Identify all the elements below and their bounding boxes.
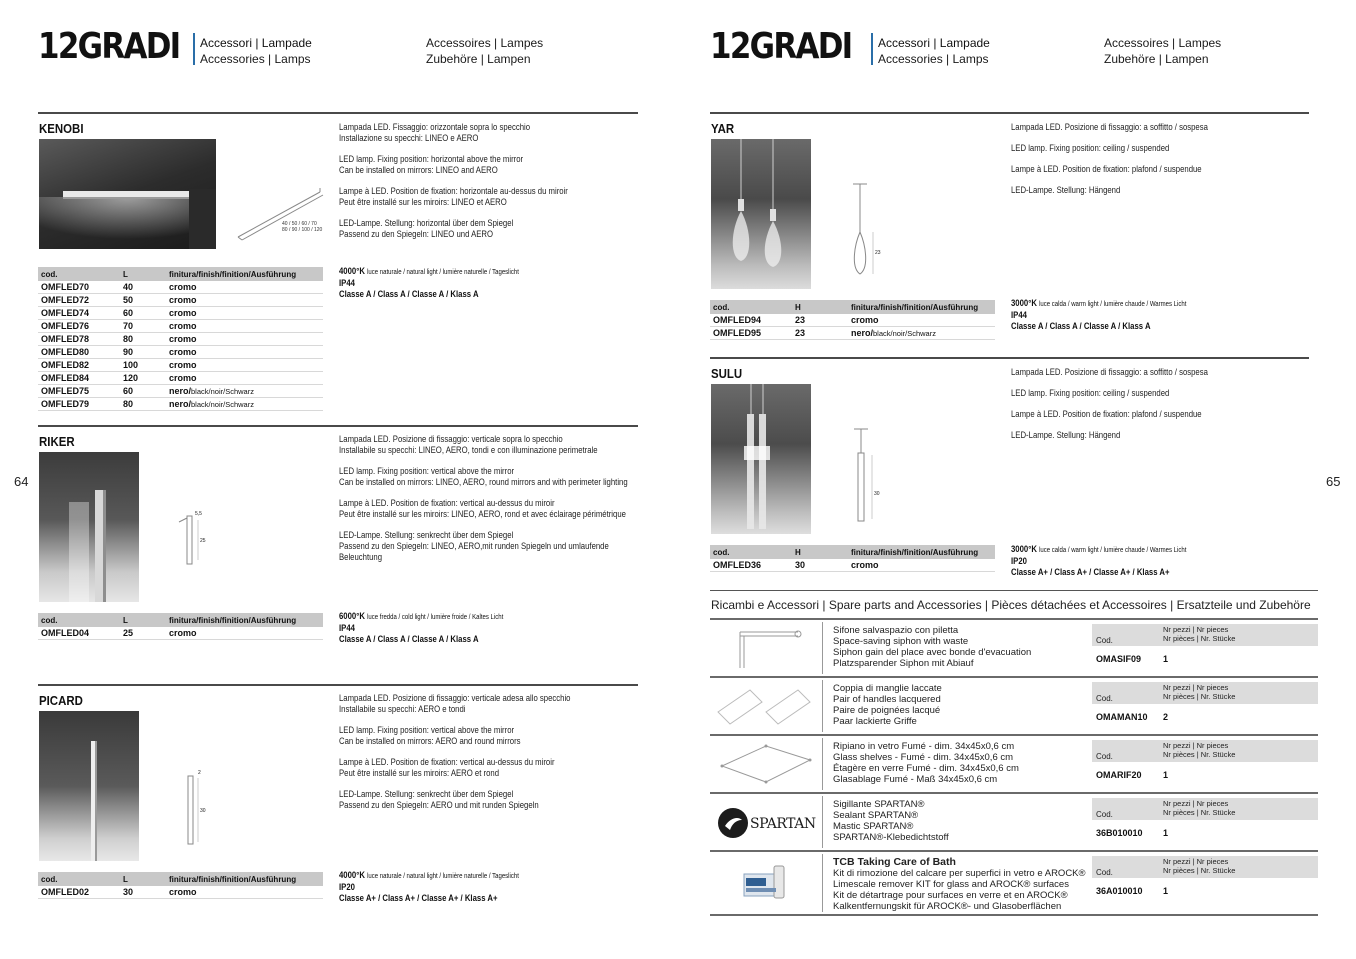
handles-name-fr: Paire de poignées lacqué (833, 705, 941, 716)
yar-desc-de: LED-Lampe. Stellung: Hängend (1011, 185, 1121, 195)
qty-label (1163, 857, 1235, 875)
yar-desc-fr: Lampe à LED. Position de fixation: plafond / suspendue (1011, 164, 1202, 174)
header-category-primary: Accessori | Lampade (878, 36, 990, 50)
shelf-thumbnail (710, 738, 823, 790)
picard-lamp-image (39, 711, 139, 861)
yar-photo (711, 139, 811, 289)
tcb-qty: 1 (1163, 886, 1169, 896)
product-finish-cell (166, 372, 323, 385)
brand-logo: 12GRADI (710, 26, 852, 67)
picard-desc-it-1: Lampada LED. Posizione di fissaggio: verticale adesa allo specchio (339, 693, 571, 703)
product-code: OMFLED80 (38, 346, 120, 359)
qty-label-1: Nr pezzi | Nr pieces (1163, 741, 1229, 750)
yar-desc-it: Lampada LED. Posizione di fissaggio: a soffitto / sospesa (1011, 122, 1208, 132)
picard-desc-de-2: Passend zu den Spiegeln: AERO und mit runden Spiegeln (339, 800, 539, 810)
col-header-finish: finitura/finish/finition/Ausführung (166, 872, 323, 886)
col-header-finish: finitura/finish/finition/Ausführung (166, 613, 323, 627)
product-finish: cromo (169, 373, 197, 383)
product-finish-cell (166, 281, 323, 294)
tcb-name-fr: Kit de détartrage pour surfaces en verre et en AROCK® (833, 890, 1068, 901)
product-finish: cromo (169, 282, 197, 292)
section-divider (710, 357, 1309, 359)
product-size: 25 (120, 627, 166, 640)
col-header-height: H (792, 545, 848, 559)
product-name-riker: RIKER (39, 434, 75, 449)
qty-label-2: Nr pièces | Nr. Stücke (1163, 692, 1236, 701)
riker-lamp-image (39, 452, 139, 602)
spares-title: Ricambi e Accessori | Spare parts and Accessories | Pièces détachées et Accessoires | Ersatzteile und Zubehöre (711, 598, 1311, 612)
qty-label-1: Nr pezzi | Nr pieces (1163, 625, 1229, 634)
qty-label-2: Nr pièces | Nr. Stücke (1163, 634, 1236, 643)
product-code: OMFLED79 (38, 398, 120, 411)
picard-dim-1: 2 (198, 770, 201, 776)
siphon-drawing (710, 622, 822, 674)
riker-light-type: luce fredda / cold light / lumière froide / Kaltes Licht (367, 614, 504, 621)
product-size: 40 (120, 281, 166, 294)
yar-lamp-image (711, 139, 811, 289)
sulu-drawing-svg (848, 425, 888, 525)
qty-label (1163, 799, 1235, 817)
sealant-name-en: Sealant SPARTAN® (833, 810, 919, 821)
yar-drawing-svg (843, 180, 888, 280)
siphon-name (833, 625, 1031, 669)
brand-logo: 12GRADI (38, 26, 180, 67)
table-row (710, 559, 995, 572)
picard-specs (339, 870, 519, 904)
kenobi-lamp-image (39, 139, 216, 249)
qty-label-1: Nr pezzi | Nr pieces (1163, 857, 1229, 866)
picard-desc-fr-1: Lampe à LED. Position de fixation: vertical au-dessus du miroir (339, 757, 555, 767)
header-category (200, 35, 312, 67)
product-size: 30 (792, 559, 848, 572)
col-header-cod: cod. (38, 267, 120, 281)
yar-description (1011, 122, 1208, 206)
product-size: 80 (120, 333, 166, 346)
product-size: 60 (120, 385, 166, 398)
tcb-kit-image (710, 854, 822, 912)
siphon-name-it: Sifone salvaspazio con piletta (833, 625, 959, 636)
siphon-code: OMASIF09 (1096, 654, 1142, 664)
tcb-title: TCB Taking Care of Bath (833, 856, 956, 868)
picard-desc-en-2: Can be installed on mirrors: AERO and round mirrors (339, 736, 521, 746)
riker-desc-en-2: Can be installed on mirrors: LINEO, AERO, round mirrors and with perimeter lighting (339, 477, 628, 487)
tcb-name-de: Kalkentfernungskit für AROCK®- und Glasoberflächen (833, 901, 1062, 912)
code-label: Cod. (1096, 810, 1113, 819)
kenobi-light-type: luce naturale / natural light / lumière naturelle / Tageslicht (367, 269, 519, 276)
sulu-dim-1: 30 (874, 491, 880, 497)
picard-ip-rating: IP20 (339, 882, 355, 892)
sulu-technical-drawing (848, 425, 888, 525)
header-category-de: Zubehöre | Lampen (426, 52, 531, 66)
col-header-cod: cod. (710, 545, 792, 559)
product-finish-cell (848, 327, 995, 340)
qty-label-1: Nr pezzi | Nr pieces (1163, 799, 1229, 808)
riker-desc-en-1: LED lamp. Fixing position: vertical above the mirror (339, 466, 515, 476)
handles-name-it: Coppia di manglie laccate (833, 683, 942, 694)
qty-label (1163, 625, 1235, 643)
qty-label-2: Nr pièces | Nr. Stücke (1163, 866, 1236, 875)
header-category (878, 35, 990, 67)
product-code: OMFLED70 (38, 281, 120, 294)
product-code: OMFLED78 (38, 333, 120, 346)
product-finish-translation: black/noir/Schwarz (191, 387, 254, 396)
product-name-yar: YAR (711, 121, 735, 136)
kenobi-dim-2: 80 / 90 / 100 / 120 (282, 227, 323, 233)
product-finish-cell (166, 398, 323, 411)
product-code: OMFLED72 (38, 294, 120, 307)
qty-label-2: Nr pièces | Nr. Stücke (1163, 750, 1236, 759)
spartan-logo-icon (716, 806, 750, 840)
qty-label (1163, 683, 1235, 701)
riker-color-temp: 6000°K (339, 611, 365, 621)
picard-table (38, 872, 323, 899)
riker-dim-1: 5,5 (195, 511, 202, 517)
table-row (38, 398, 323, 411)
product-finish-cell (166, 294, 323, 307)
yar-specs (1011, 298, 1186, 332)
kenobi-desc-en-2: Can be installed on mirrors: LINEO and AERO (339, 165, 498, 175)
sealant-code: 36B010010 (1096, 828, 1143, 838)
handles-name-en: Pair of handles lacquered (833, 694, 941, 705)
col-header-cod: cod. (38, 613, 120, 627)
sulu-table (710, 545, 995, 572)
col-header-length: L (120, 267, 166, 281)
handles-code: OMAMAN10 (1096, 712, 1148, 722)
table-row (38, 627, 323, 640)
code-label: Cod. (1096, 694, 1113, 703)
shelf-name (833, 741, 1019, 785)
yar-light-type: luce calda / warm light / lumière chaude / Warmes Licht (1039, 301, 1187, 308)
product-code: OMFLED95 (710, 327, 792, 340)
spare-item-siphon (710, 620, 1318, 678)
picard-desc-en-1: LED lamp. Fixing position: vertical above the mirror (339, 725, 515, 735)
riker-specs (339, 611, 503, 645)
product-code: OMFLED36 (710, 559, 792, 572)
qty-label-1: Nr pezzi | Nr pieces (1163, 683, 1229, 692)
product-finish: cromo (851, 560, 879, 570)
sulu-description (1011, 367, 1208, 451)
sulu-photo (711, 384, 811, 534)
product-finish: cromo (169, 321, 197, 331)
product-finish: cromo (851, 315, 879, 325)
col-header-finish: finitura/finish/finition/Ausführung (166, 267, 323, 281)
picard-light-type: luce naturale / natural light / lumière naturelle / Tageslicht (367, 873, 519, 880)
kenobi-desc-fr-2: Peut être installé sur les miroirs: LINEO et AERO (339, 197, 507, 207)
section-divider (38, 684, 638, 686)
yar-desc-en: LED lamp. Fixing position: ceiling / suspended (1011, 143, 1170, 153)
product-size: 90 (120, 346, 166, 359)
page-number-right: 65 (1326, 474, 1341, 489)
sealant-qty: 1 (1163, 828, 1169, 838)
table-row (710, 314, 995, 327)
sulu-desc-en: LED lamp. Fixing position: ceiling / suspended (1011, 388, 1170, 398)
picard-description (339, 693, 570, 821)
table-row (38, 359, 323, 372)
kenobi-dim-labels (282, 221, 322, 233)
tcb-thumbnail (710, 854, 823, 912)
product-finish: cromo (169, 334, 197, 344)
code-label: Cod. (1096, 868, 1113, 877)
kenobi-desc-de-2: Passend zu den Spiegeln: LINEO und AERO (339, 229, 494, 239)
header-category-fr: Accessoires | Lampes (426, 36, 544, 50)
siphon-name-fr: Siphon gain del place avec bonde d'evacuation (833, 647, 1032, 658)
code-label: Cod. (1096, 636, 1113, 645)
shelf-name-it: Ripiano in vetro Fumé - dim. 34x45x0,6 cm (833, 741, 1015, 752)
yar-energy-class: Classe A / Class A / Classe A / Klass A (1011, 321, 1151, 331)
kenobi-photo (39, 139, 216, 249)
product-size: 100 (120, 359, 166, 372)
product-finish-cell (848, 559, 995, 572)
product-code: OMFLED04 (38, 627, 120, 640)
yar-color-temp: 3000°K (1011, 298, 1037, 308)
riker-desc-de-1: LED-Lampe. Stellung: senkrecht über dem Spiegel (339, 530, 514, 540)
picard-color-temp: 4000°K (339, 870, 365, 880)
picard-technical-drawing (180, 768, 220, 848)
header-divider (193, 33, 195, 65)
picard-dim-2: 30 (200, 808, 206, 814)
siphon-qty: 1 (1163, 654, 1169, 664)
product-finish-translation: black/noir/Schwarz (873, 329, 936, 338)
sealant-name-it: Sigillante SPARTAN® (833, 799, 925, 810)
shelf-drawing (710, 738, 822, 790)
tcb-name-it: Kit di rimozione del calcare per superfici in vetro e AROCK® (833, 868, 1086, 879)
spare-item-handles (710, 678, 1318, 736)
sulu-desc-it: Lampada LED. Posizione di fissaggio: a soffitto / sospesa (1011, 367, 1208, 377)
sulu-light-type: luce calda / warm light / lumière chaude / Warmes Licht (1039, 547, 1187, 554)
col-header-length: L (120, 613, 166, 627)
kenobi-ip-rating: IP44 (339, 278, 355, 288)
riker-description (339, 434, 628, 573)
tcb-name-en: Limescale remover KIT for glass and AROCK® surfaces (833, 879, 1069, 890)
shelf-name-de: Glasablage Fumé - Maß 34x45x0,6 cm (833, 774, 998, 785)
spare-item-shelf (710, 736, 1318, 794)
shelf-name-fr: Étagère en verre Fumé - dim. 34x45x0,6 cm (833, 763, 1019, 774)
siphon-name-de: Platzsparender Siphon mit Abiauf (833, 658, 974, 669)
sealant-thumbnail (710, 796, 823, 848)
kenobi-desc-it-1: Lampada LED. Fissaggio: orizzontale sopra lo specchio (339, 122, 531, 132)
yar-dim-1: 23 (875, 250, 881, 256)
section-divider (38, 112, 638, 114)
spare-item-sealant (710, 794, 1318, 852)
picard-photo (39, 711, 139, 861)
product-finish: cromo (169, 887, 197, 897)
header-divider (871, 33, 873, 65)
sulu-ip-rating: IP20 (1011, 556, 1027, 566)
header-category-secondary: Accessories | Lamps (200, 52, 311, 66)
tcb-code: 36A010010 (1096, 886, 1143, 896)
kenobi-drawing-svg (232, 182, 327, 247)
product-size: 60 (120, 307, 166, 320)
product-finish: cromo (169, 295, 197, 305)
sealant-name-de: SPARTAN®-Klebedichtstoff (833, 832, 949, 843)
product-finish-cell (166, 307, 323, 320)
shelf-qty: 1 (1163, 770, 1169, 780)
riker-desc-it-1: Lampada LED. Posizione di fissaggio: verticale sopra lo specchio (339, 434, 563, 444)
product-finish: cromo (169, 628, 197, 638)
sulu-desc-de: LED-Lampe. Stellung: Hängend (1011, 430, 1121, 440)
product-finish-cell (166, 385, 323, 398)
product-finish-cell (166, 627, 323, 640)
col-header-length: L (120, 872, 166, 886)
picard-desc-it-2: Installabile su specchi: AERO e tondi (339, 704, 466, 714)
product-finish: cromo (169, 347, 197, 357)
riker-technical-drawing (175, 510, 215, 568)
riker-desc-fr-2: Peut être installé sur les miroirs: LINEO, AERO, rond et avec éclairage périmétrique (339, 509, 626, 519)
product-name-picard: PICARD (39, 693, 83, 708)
spares-top-rule (710, 590, 1318, 591)
col-header-cod: cod. (710, 300, 792, 314)
product-code: OMFLED74 (38, 307, 120, 320)
product-size: 30 (120, 886, 166, 899)
qty-label-2: Nr pièces | Nr. Stücke (1163, 808, 1236, 817)
product-code: OMFLED82 (38, 359, 120, 372)
sulu-desc-fr: Lampe à LED. Position de fixation: plafond / suspendue (1011, 409, 1202, 419)
kenobi-technical-drawing (232, 182, 327, 247)
product-finish: nero/ (851, 328, 874, 338)
product-name-kenobi: KENOBI (39, 121, 84, 136)
kenobi-table (38, 267, 323, 411)
sulu-lamp-image (711, 384, 811, 534)
riker-desc-fr-1: Lampe à LED. Position de fixation: vertical au-dessus du miroir (339, 498, 555, 508)
section-divider (710, 112, 1309, 114)
product-finish-cell (166, 886, 323, 899)
yar-table (710, 300, 995, 340)
picard-energy-class: Classe A+ / Class A+ / Classe A+ / Klass A+ (339, 893, 498, 903)
section-divider (38, 425, 638, 427)
col-header-finish: finitura/finish/finition/Ausführung (848, 545, 995, 559)
handles-drawing (710, 680, 822, 732)
kenobi-color-temp: 4000°K (339, 266, 365, 276)
col-header-height: H (792, 300, 848, 314)
product-finish: nero/ (169, 386, 192, 396)
handles-thumbnail (710, 680, 823, 732)
product-finish-cell (166, 359, 323, 372)
handles-qty: 2 (1163, 712, 1169, 722)
riker-desc-de-3: Beleuchtung (339, 552, 383, 562)
picard-desc-de-1: LED-Lampe. Stellung: senkrecht über dem Spiegel (339, 789, 514, 799)
product-finish: cromo (169, 360, 197, 370)
tcb-name (833, 857, 1086, 912)
riker-photo (39, 452, 139, 602)
product-size: 70 (120, 320, 166, 333)
product-finish-translation: black/noir/Schwarz (191, 400, 254, 409)
kenobi-description (339, 122, 568, 250)
kenobi-desc-en-1: LED lamp. Fixing position: horizontal above the mirror (339, 154, 524, 164)
header-category-secondary: Accessories | Lamps (878, 52, 989, 66)
sealant-name (833, 799, 949, 843)
siphon-thumbnail (710, 622, 823, 674)
riker-energy-class: Classe A / Class A / Classe A / Klass A (339, 634, 479, 644)
riker-desc-de-2: Passend zu den Spiegeln: LINEO, AERO,mit runden Spiegeln und umlaufende (339, 541, 609, 551)
kenobi-energy-class: Classe A / Class A / Classe A / Klass A (339, 289, 479, 299)
handles-name-de: Paar lackierte Griffe (833, 716, 917, 727)
table-row (38, 281, 323, 294)
table-row (38, 333, 323, 346)
product-finish-cell (848, 314, 995, 327)
product-code: OMFLED94 (710, 314, 792, 327)
header-category-translations (426, 35, 543, 67)
product-size: 120 (120, 372, 166, 385)
right-page (678, 0, 1356, 959)
shelf-code: OMARIF20 (1096, 770, 1142, 780)
yar-ip-rating: IP44 (1011, 310, 1027, 320)
table-row (38, 320, 323, 333)
riker-desc-it-2: Installabile su specchi: LINEO, AERO, tondi e con illuminazione perimetrale (339, 445, 598, 455)
header-category-primary: Accessori | Lampade (200, 36, 312, 50)
table-row (38, 385, 323, 398)
product-finish: nero/ (169, 399, 192, 409)
spartan-logo-text: SPARTAN (750, 816, 816, 832)
product-size: 23 (792, 327, 848, 340)
product-finish-cell (166, 346, 323, 359)
riker-ip-rating: IP44 (339, 623, 355, 633)
kenobi-specs (339, 266, 519, 300)
kenobi-desc-de-1: LED-Lampe. Stellung: horizontal über dem Spiegel (339, 218, 514, 228)
kenobi-desc-it-2: Installazione su specchi: LINEO e AERO (339, 133, 479, 143)
qty-label (1163, 741, 1235, 759)
product-code: OMFLED02 (38, 886, 120, 899)
product-code: OMFLED75 (38, 385, 120, 398)
table-row (38, 372, 323, 385)
table-row (38, 307, 323, 320)
riker-drawing-svg (175, 510, 215, 568)
sealant-name-fr: Mastic SPARTAN® (833, 821, 914, 832)
sulu-energy-class: Classe A+ / Class A+ / Classe A+ / Klass A+ (1011, 567, 1170, 577)
spare-item-tcb-kit (710, 852, 1318, 916)
table-row (710, 327, 995, 340)
table-row (38, 294, 323, 307)
product-size: 50 (120, 294, 166, 307)
col-header-cod: cod. (38, 872, 120, 886)
picard-desc-fr-2: Peut être installé sur les miroirs: AERO et rond (339, 768, 500, 778)
code-label: Cod. (1096, 752, 1113, 761)
sulu-specs (1011, 544, 1186, 578)
riker-dim-2: 25 (200, 538, 206, 544)
product-finish-cell (166, 333, 323, 346)
product-name-sulu: SULU (711, 366, 743, 381)
sulu-color-temp: 3000°K (1011, 544, 1037, 554)
siphon-name-en: Space-saving siphon with waste (833, 636, 969, 647)
product-code: OMFLED84 (38, 372, 120, 385)
handles-name (833, 683, 942, 727)
table-row (38, 346, 323, 359)
riker-table (38, 613, 323, 640)
kenobi-desc-fr-1: Lampe à LED. Position de fixation: horizontale au-dessus du miroir (339, 186, 568, 196)
table-row (38, 886, 323, 899)
header-category-de: Zubehöre | Lampen (1104, 52, 1209, 66)
header-category-translations (1104, 35, 1221, 67)
product-finish-cell (166, 320, 323, 333)
col-header-finish: finitura/finish/finition/Ausführung (848, 300, 995, 314)
product-code: OMFLED76 (38, 320, 120, 333)
header-category-fr: Accessoires | Lampes (1104, 36, 1222, 50)
product-size: 23 (792, 314, 848, 327)
kenobi-dim-1: 40 / 50 / 60 / 70 (282, 221, 317, 227)
shelf-name-en: Glass shelves - Fumé - dim. 34x45x0,6 cm (833, 752, 1014, 763)
page-number-left: 64 (14, 474, 29, 489)
yar-technical-drawing (843, 180, 888, 280)
product-finish: cromo (169, 308, 197, 318)
product-size: 80 (120, 398, 166, 411)
